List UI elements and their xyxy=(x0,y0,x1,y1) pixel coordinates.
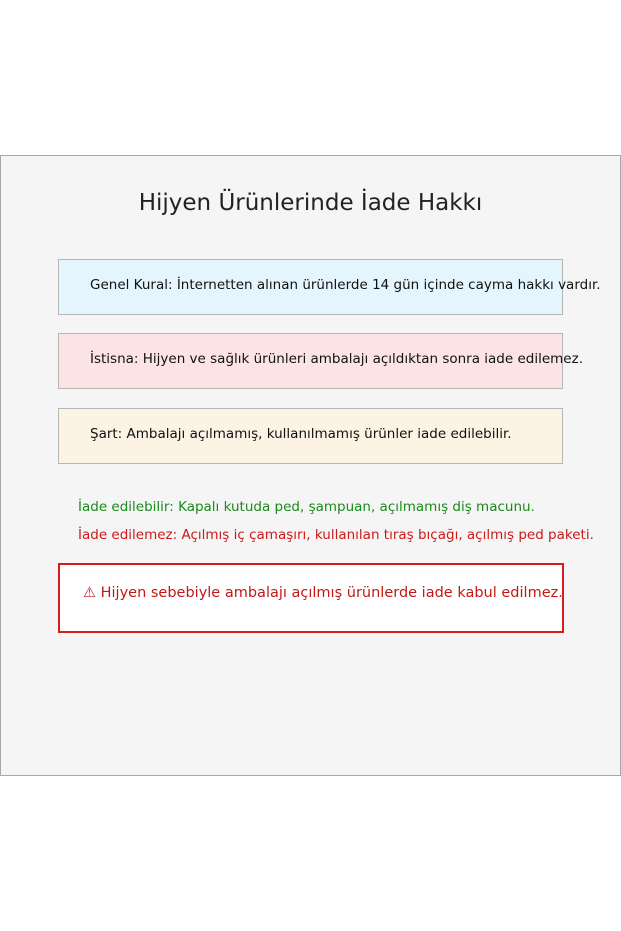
condition-text: Şart: Ambalajı açılmamış, kullanılmamış ürünler iade edilebilir. xyxy=(90,426,512,442)
returnable-examples: İade edilebilir: Kapalı kutuda ped, şampuan, açılmamış diş macunu. xyxy=(78,499,535,515)
page-title: Hijyen Ürünlerinde İade Hakkı xyxy=(138,190,483,216)
warning-text: ⚠ Hijyen sebebiyle ambalajı açılmış ürünlerde iade kabul edilmez. xyxy=(83,585,563,601)
general-rule-box xyxy=(58,259,601,315)
exception-box xyxy=(58,333,583,389)
warning-box xyxy=(58,563,564,633)
content-panel xyxy=(0,155,621,776)
exception-text: İstisna: Hijyen ve sağlık ürünleri ambalajı açıldıktan sonra iade edilemez. xyxy=(90,351,583,367)
not-returnable-examples: İade edilemez: Açılmış iç çamaşırı, kullanılan tıraş bıçağı, açılmış ped paketi. xyxy=(78,527,594,543)
condition-box xyxy=(58,408,563,464)
general-rule-text: Genel Kural: İnternetten alınan ürünlerde 14 gün içinde cayma hakkı vardır. xyxy=(90,277,601,293)
